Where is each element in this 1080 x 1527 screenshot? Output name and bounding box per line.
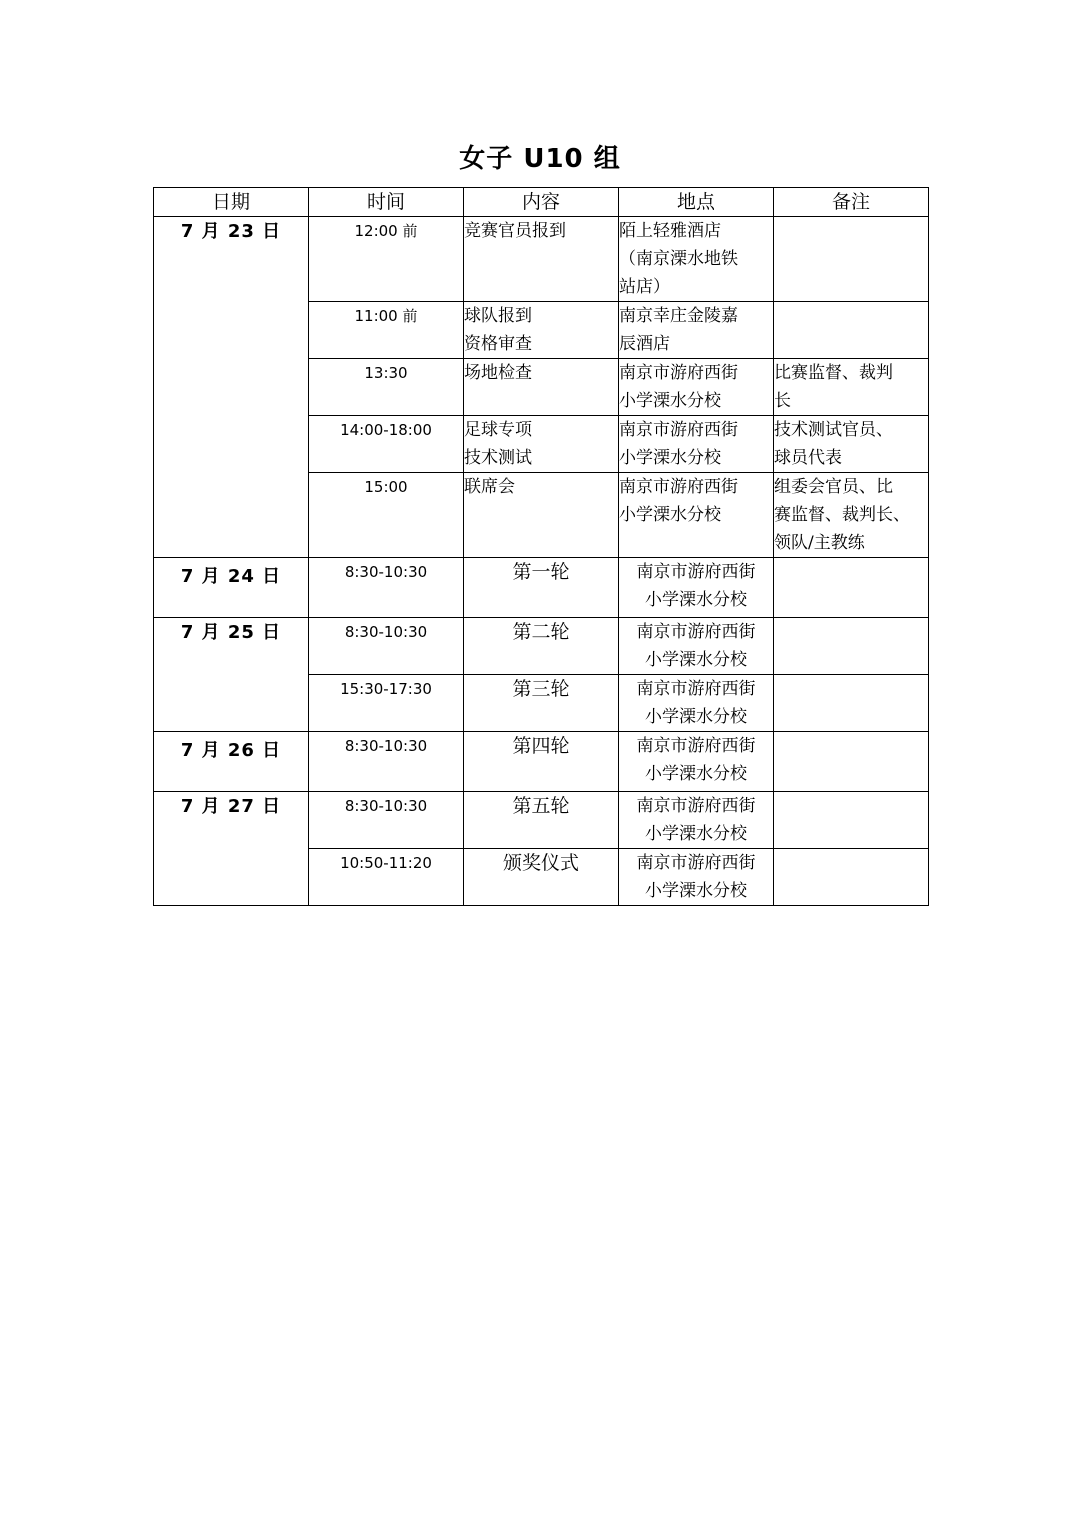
time-cell: 8:30-10:30 (309, 732, 464, 792)
note-cell (774, 732, 929, 792)
note-cell (774, 217, 929, 302)
location-cell: 南京市游府西街 小学溧水分校 (619, 792, 774, 849)
content-cell: 第二轮 (464, 618, 619, 675)
location-cell: 南京市游府西街 小学溧水分校 (619, 618, 774, 675)
header-note: 备注 (774, 188, 929, 217)
time-cell: 15:30-17:30 (309, 675, 464, 732)
time-cell: 14:00-18:00 (309, 416, 464, 473)
content-cell: 第三轮 (464, 675, 619, 732)
note-cell: 比赛监督、裁判 长 (774, 359, 929, 416)
page-title: 女子 U10 组 (459, 144, 621, 174)
content-cell: 球队报到 资格审查 (464, 302, 619, 359)
time-cell: 8:30-10:30 (309, 558, 464, 618)
note-cell (774, 558, 929, 618)
location-cell: 南京市游府西街 小学溧水分校 (619, 416, 774, 473)
note-cell (774, 302, 929, 359)
header-time: 时间 (309, 188, 464, 217)
content-cell: 第一轮 (464, 558, 619, 618)
content-cell: 竞赛官员报到 (464, 217, 619, 302)
date-cell: 7 月 27 日 (154, 792, 309, 906)
time-cell: 8:30-10:30 (309, 618, 464, 675)
time-cell: 15:00 (309, 473, 464, 558)
date-cell: 7 月 23 日 (154, 217, 309, 558)
location-cell: 南京市游府西街 小学溧水分校 (619, 473, 774, 558)
time-cell: 11:00 前 (309, 302, 464, 359)
content-cell: 足球专项 技术测试 (464, 416, 619, 473)
table-row (154, 217, 929, 302)
content-cell: 第五轮 (464, 792, 619, 849)
table-row (154, 792, 929, 849)
location-cell: 南京市游府西街 小学溧水分校 (619, 558, 774, 618)
header-date: 日期 (154, 188, 309, 217)
table-row (154, 558, 929, 618)
table-header-row (154, 188, 929, 217)
time-cell: 13:30 (309, 359, 464, 416)
date-cell: 7 月 25 日 (154, 618, 309, 732)
note-cell: 技术测试官员、 球员代表 (774, 416, 929, 473)
table-row (154, 618, 929, 675)
location-cell: 南京市游府西街 小学溧水分校 (619, 732, 774, 792)
time-cell: 8:30-10:30 (309, 792, 464, 849)
table-row (154, 732, 929, 792)
schedule-table (153, 187, 929, 906)
content-cell: 第四轮 (464, 732, 619, 792)
note-cell (774, 849, 929, 906)
content-cell: 联席会 (464, 473, 619, 558)
location-cell: 南京幸庄金陵嘉 辰酒店 (619, 302, 774, 359)
date-cell: 7 月 26 日 (154, 732, 309, 792)
note-cell (774, 618, 929, 675)
note-cell: 组委会官员、比 赛监督、裁判长、 领队/主教练 (774, 473, 929, 558)
date-cell: 7 月 24 日 (154, 558, 309, 618)
location-cell: 南京市游府西街 小学溧水分校 (619, 849, 774, 906)
header-location: 地点 (619, 188, 774, 217)
note-cell (774, 675, 929, 732)
header-content: 内容 (464, 188, 619, 217)
time-cell: 12:00 前 (309, 217, 464, 302)
location-cell: 南京市游府西街 小学溧水分校 (619, 359, 774, 416)
time-cell: 10:50-11:20 (309, 849, 464, 906)
note-cell (774, 792, 929, 849)
content-cell: 颁奖仪式 (464, 849, 619, 906)
content-cell: 场地检查 (464, 359, 619, 416)
location-cell: 南京市游府西街 小学溧水分校 (619, 675, 774, 732)
location-cell: 陌上轻雅酒店 （南京溧水地铁 站店） (619, 217, 774, 302)
